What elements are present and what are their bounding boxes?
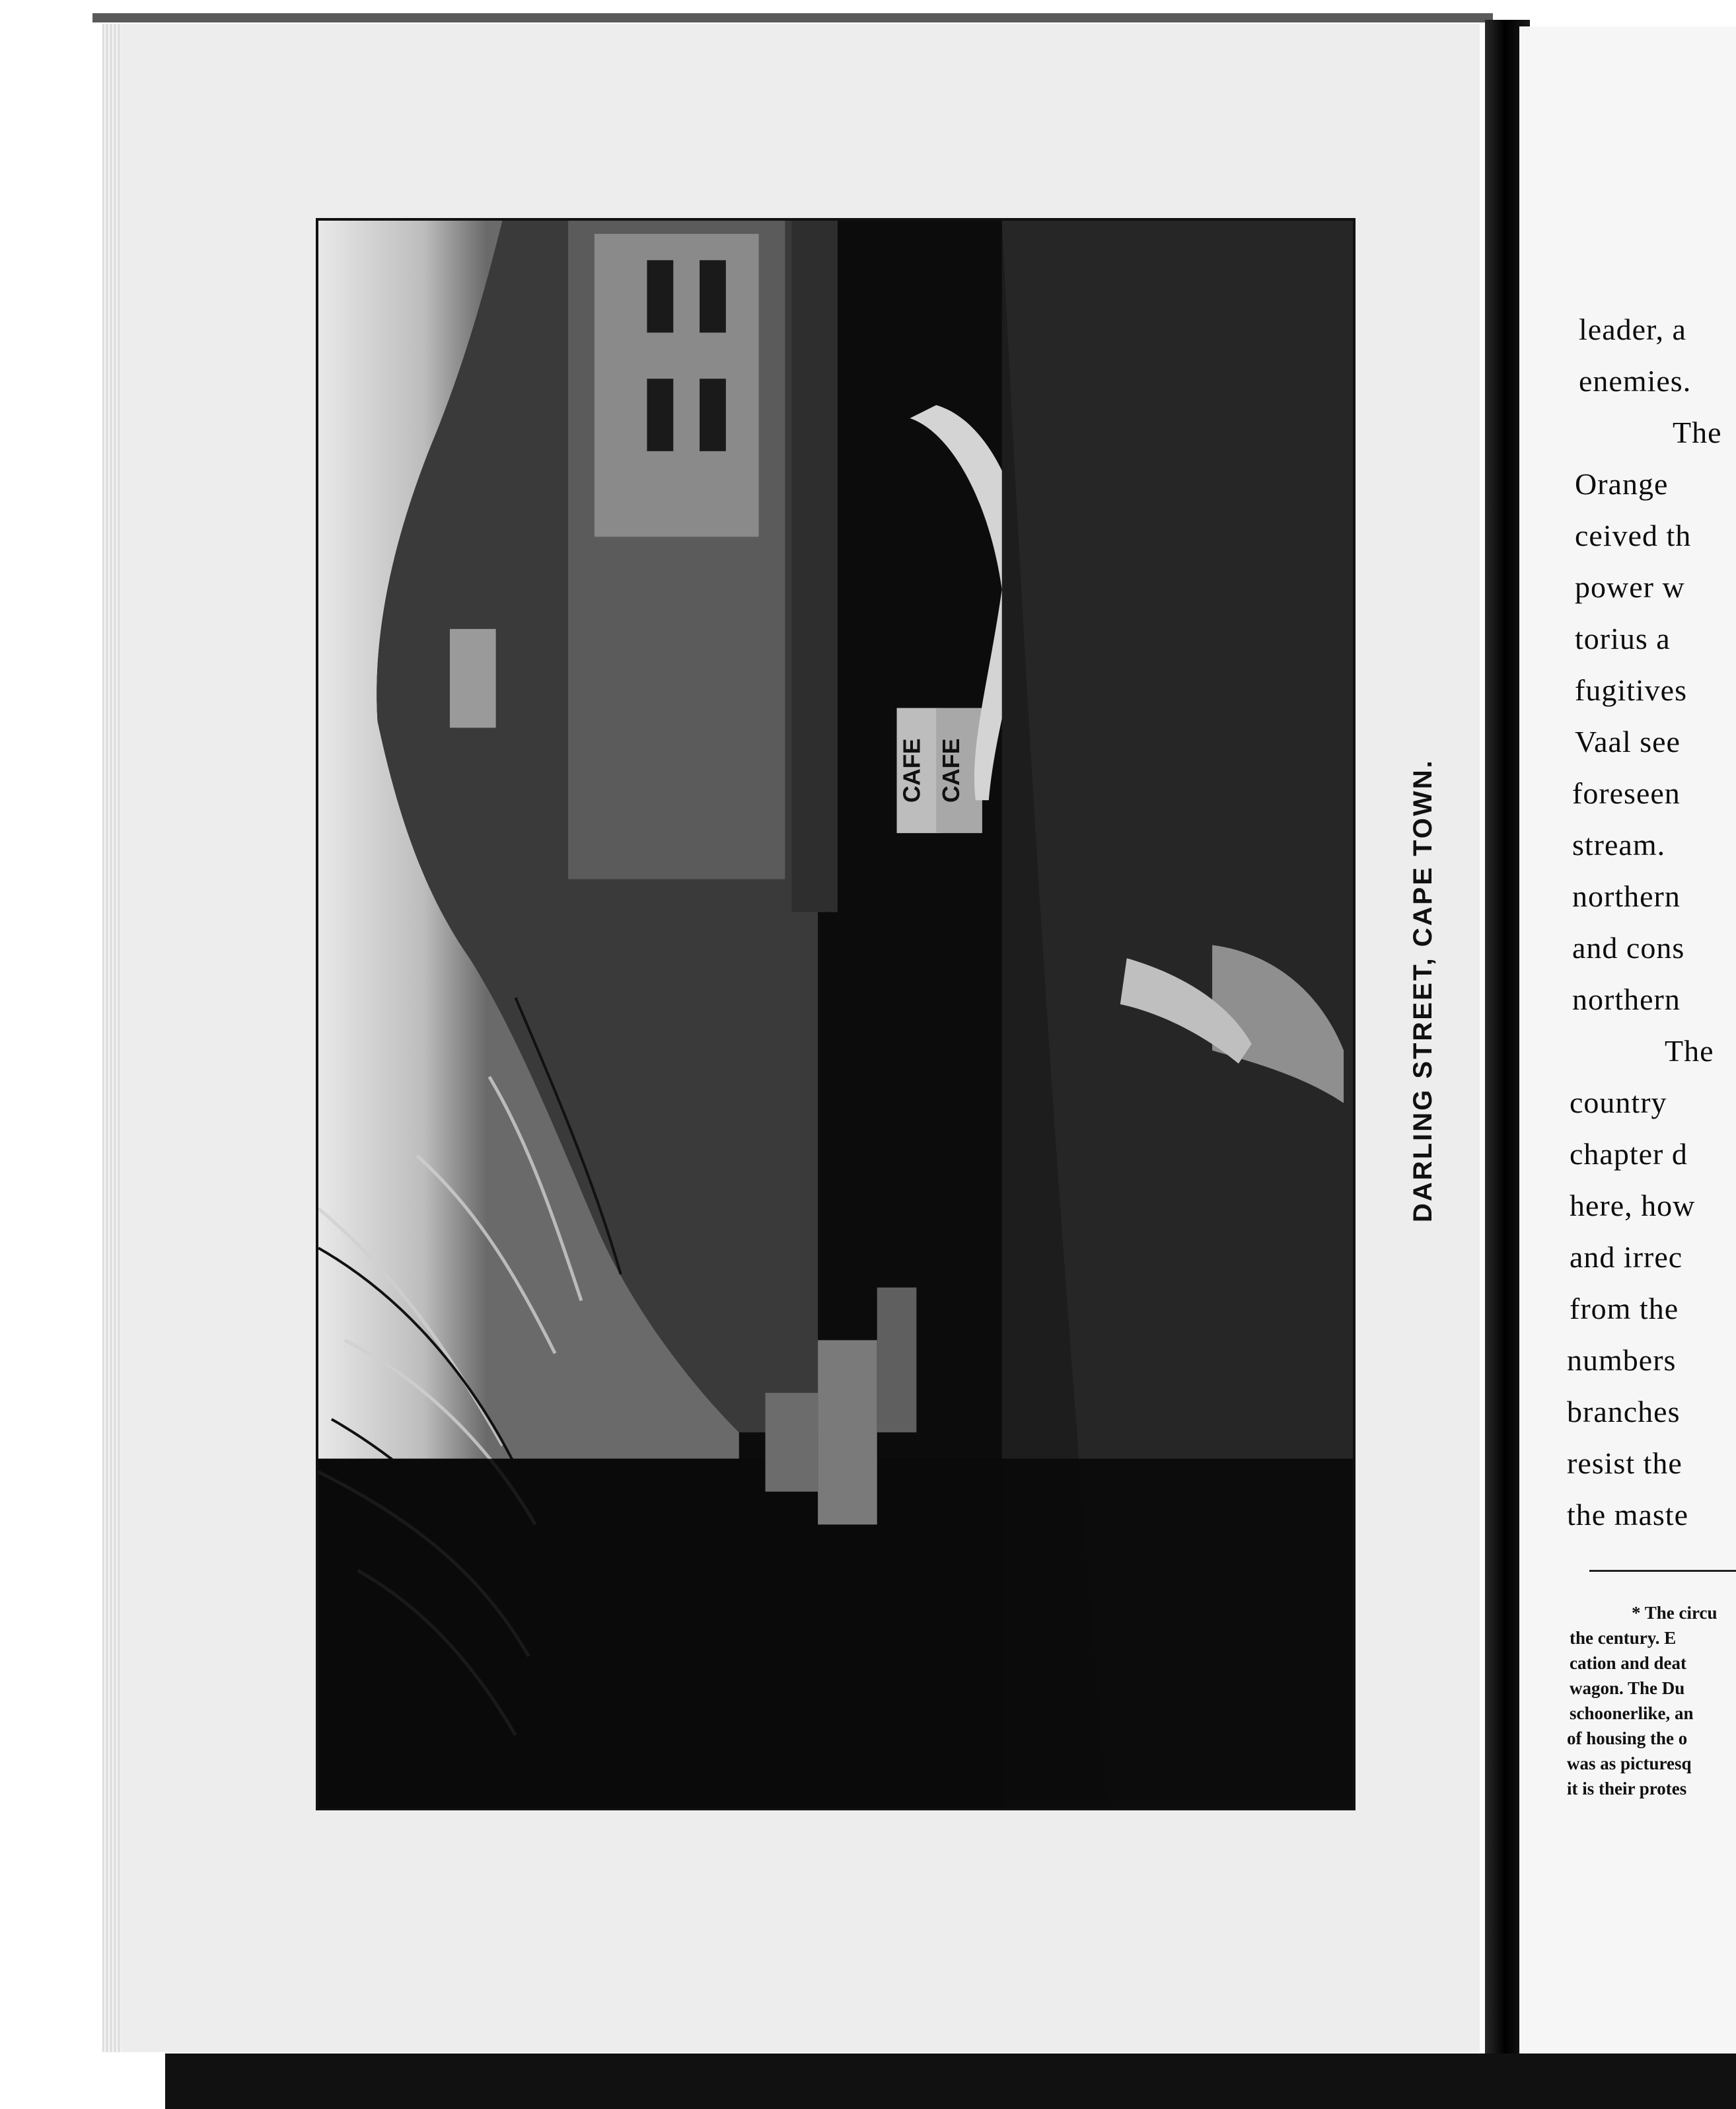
footnote-line: schoonerlike, an xyxy=(1570,1703,1694,1723)
text-line: torius a xyxy=(1575,622,1671,655)
right-page-text xyxy=(1519,26,1736,2055)
text-line: branches xyxy=(1567,1395,1681,1428)
text-line: here, how xyxy=(1570,1189,1696,1222)
text-line: fugitives xyxy=(1575,673,1687,707)
footnote-line: cation and deat xyxy=(1570,1653,1687,1673)
text-line: power w xyxy=(1575,570,1685,604)
plate-caption: DARLING STREET, CAPE TOWN. xyxy=(1408,758,1437,1222)
footnote-line: it is their protes xyxy=(1567,1779,1687,1798)
text-line: northern xyxy=(1572,879,1681,913)
text-line: and cons xyxy=(1572,931,1685,965)
shop-sign-cafe-2: CAFE xyxy=(938,738,965,803)
text-line: The xyxy=(1665,1034,1714,1068)
footnote-line: * The circu xyxy=(1632,1603,1718,1623)
scan-border-bottom xyxy=(165,2054,1736,2109)
text-line: foreseen xyxy=(1572,776,1681,810)
text-line: Orange xyxy=(1575,467,1669,501)
text-line: from the xyxy=(1570,1292,1679,1325)
footnote-line: the century. E xyxy=(1570,1628,1677,1648)
text-line: stream. xyxy=(1572,828,1666,862)
text-line: chapter d xyxy=(1570,1137,1688,1171)
plate-photograph xyxy=(316,218,1356,1810)
footnote-divider xyxy=(1589,1570,1736,1572)
text-line: the maste xyxy=(1567,1498,1688,1532)
text-line: enemies. xyxy=(1579,364,1692,398)
text-line: ceived th xyxy=(1575,519,1692,552)
text-line: The xyxy=(1673,416,1722,449)
text-line: northern xyxy=(1572,982,1681,1016)
photo-illustration xyxy=(318,221,1353,1808)
page-edge-stack xyxy=(102,24,122,2052)
footnote-line: was as picturesq xyxy=(1567,1754,1692,1773)
text-line: and irrec xyxy=(1570,1240,1683,1274)
text-line: country xyxy=(1570,1086,1667,1119)
text-line: Vaal see xyxy=(1575,725,1681,758)
text-line: leader, a xyxy=(1579,313,1686,346)
shop-sign-cafe: CAFE xyxy=(898,738,925,803)
footnote-line: wagon. The Du xyxy=(1570,1678,1685,1698)
text-line: numbers xyxy=(1567,1343,1677,1377)
footnote-line: of housing the o xyxy=(1567,1728,1688,1748)
text-line: resist the xyxy=(1567,1446,1682,1480)
scan-border-top xyxy=(92,13,1493,22)
